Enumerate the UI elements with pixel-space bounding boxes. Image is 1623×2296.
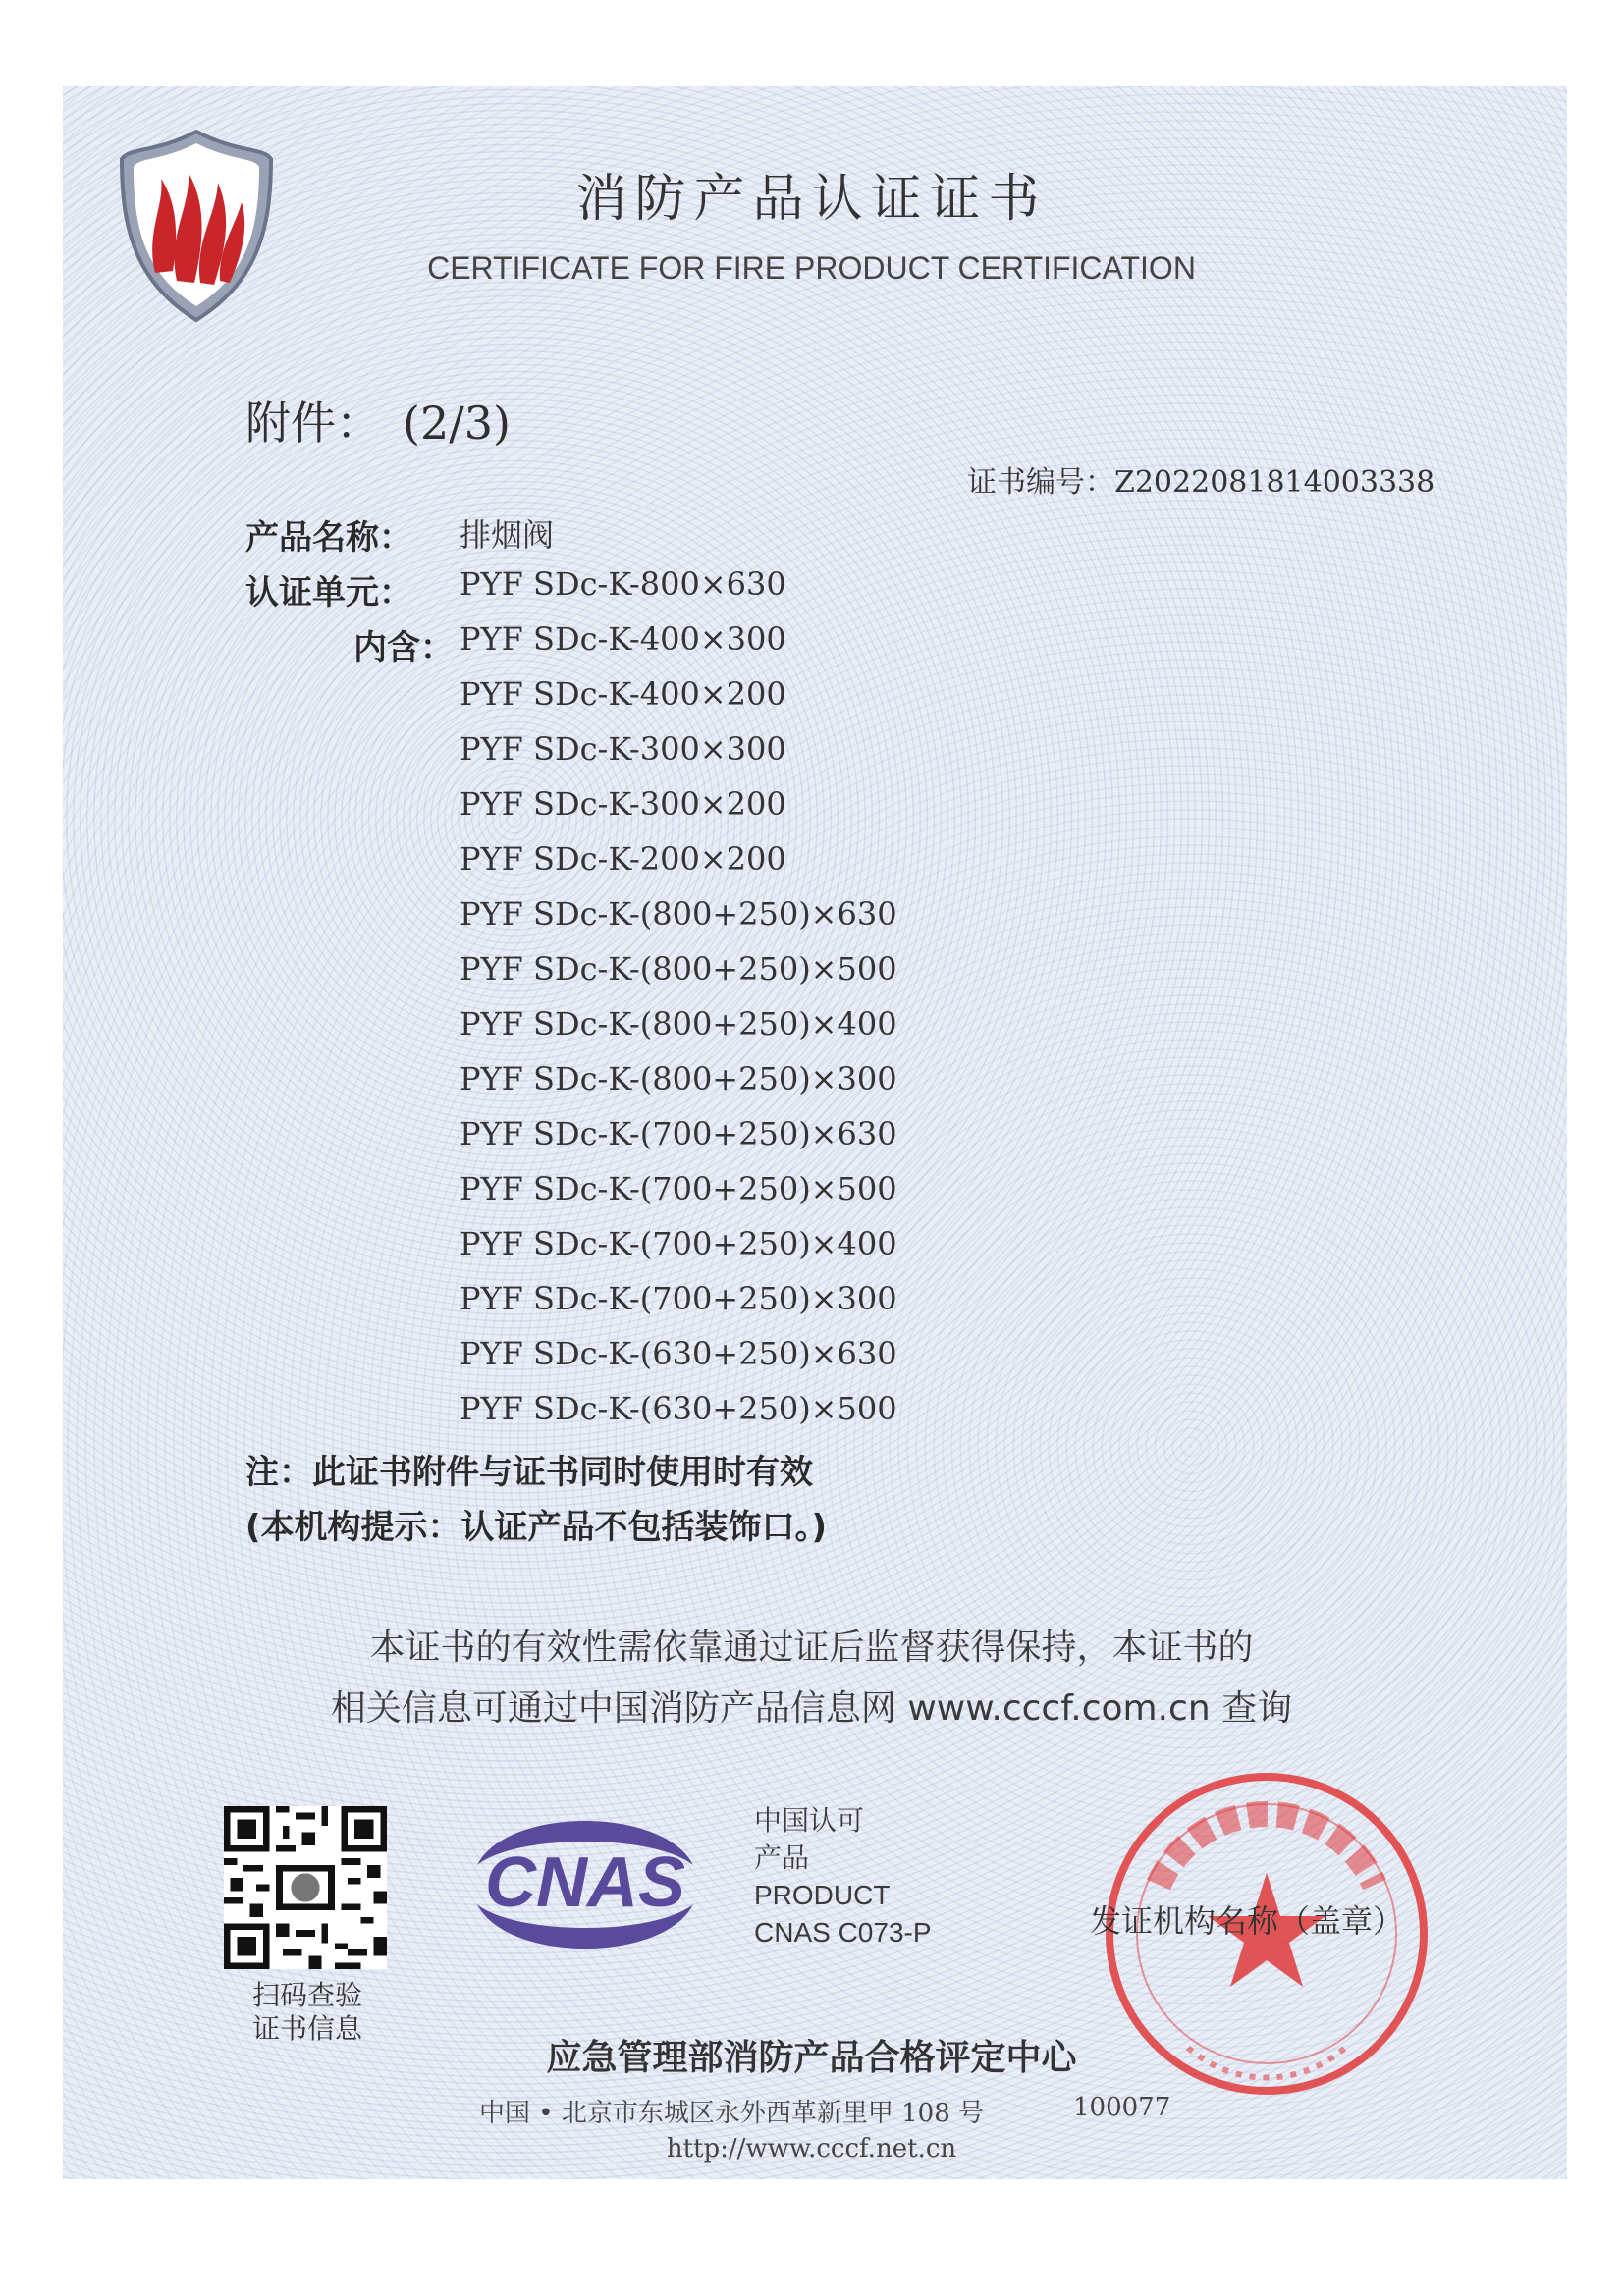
title-english: CERTIFICATE FOR FIRE PRODUCT CERTIFICATION [427,250,1196,286]
cnas-text-block [754,1802,932,1951]
cert-unit-label: 认证单元： [245,573,412,613]
cnas-line-4: CNAS C073-P [754,1917,932,1948]
model-item: PYF SDc-K-300×200 [460,785,786,823]
issuer-label: 发证机构名称（盖章） [1090,1902,1405,1940]
title-chinese: 消防产品认证证书 [575,170,1048,229]
validity-line-2: 相关信息可通过中国消防产品信息网 www.cccf.com.cn 查询 [330,1688,1293,1729]
attachment-heading [245,388,511,453]
model-item: PYF SDc-K-(800+250)×400 [460,1005,897,1042]
organization-address: 中国 • 北京市东城区永外西革新里甲 108 号 [479,2099,985,2128]
product-name-value: 排烟阀 [460,516,555,554]
issuing-organization: 应急管理部消防产品合格评定中心 [546,2038,1077,2078]
model-item: PYF SDc-K-200×200 [460,840,786,878]
qr-caption-line-2: 证书信息 [251,2012,362,2045]
cert-unit-value: PYF SDc-K-800×630 [460,565,786,603]
contains-label: 内含： [353,628,454,667]
model-item: PYF SDc-K-(700+250)×500 [460,1170,897,1207]
organization-url[interactable]: http://www.cccf.net.cn [666,2134,957,2163]
model-item: PYF SDc-K-400×300 [460,620,786,658]
certificate-number-label: 证书编号： [967,465,1114,500]
qr-caption-line-1: 扫码查验 [251,1979,362,2011]
organization-postcode: 100077 [1073,2093,1171,2122]
model-item: PYF SDc-K-(800+250)×300 [460,1060,897,1097]
model-item: PYF SDc-K-(630+250)×630 [460,1335,897,1372]
model-item: PYF SDc-K-(800+250)×500 [460,950,897,988]
product-name-label: 产品名称： [245,518,412,558]
note-line-2: (本机构提示：认证产品不包括装饰口。) [245,1508,828,1547]
cnas-line-1: 中国认可 [754,1804,865,1837]
model-item: PYF SDc-K-(700+250)×630 [460,1115,897,1152]
qr-code-icon [224,1806,387,1969]
cnas-line-2: 产品 [754,1842,810,1874]
model-item: PYF SDc-K-300×300 [460,730,786,768]
model-item: PYF SDc-K-(800+250)×630 [460,895,897,933]
cnas-logo-text: CNAS [484,1843,686,1922]
cnas-line-3: PRODUCT [754,1880,891,1910]
attachment-index: (2/3) [403,397,511,450]
certificate-number [967,457,1434,501]
model-item: PYF SDc-K-(700+250)×400 [460,1225,897,1262]
validity-line-1: 本证书的有效性需依靠通过证后监督获得保持，本证书的 [369,1628,1254,1668]
model-item: PYF SDc-K-(700+250)×300 [460,1280,897,1317]
attachment-label: 附件： [245,397,381,450]
note-line-1: 注：此证书附件与证书同时使用时有效 [245,1453,813,1492]
certificate-number-value: Z2022081814003338 [1114,465,1435,500]
cnas-logo [458,1796,713,1973]
model-item: PYF SDc-K-(630+250)×500 [460,1390,897,1427]
model-item: PYF SDc-K-400×200 [460,675,786,713]
